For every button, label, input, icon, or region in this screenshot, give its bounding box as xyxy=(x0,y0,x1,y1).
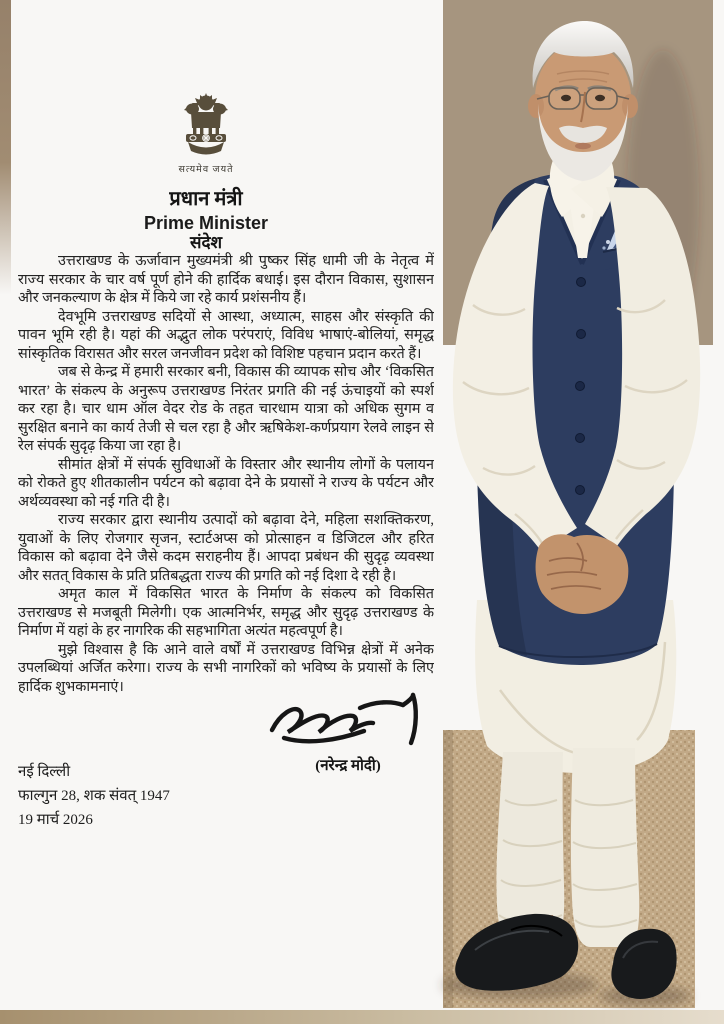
message-body xyxy=(18,252,434,698)
letterhead xyxy=(20,90,392,234)
left-edge-strip xyxy=(0,0,11,295)
dateline-gregorian-date: 19 मार्च 2026 xyxy=(18,812,93,828)
message-paragraph: अमृत काल में विकसित भारत के निर्माण के संकल्प को विकसित उत्तराखण्ड से मजबूती मिलेगी। एक आत्मनिर्भर, समृद्ध और सुदृढ़ उत्तराखण्ड के निर्माण में यहां के हर नागरिक की सहभागिता अत्यंत महत्वपूर्ण है। xyxy=(18,586,434,639)
message-paragraph: सीमांत क्षेत्रों में संपर्क सुविधाओं के विस्तार और स्थानीय लोगों के पलायन को रोकते हुए शीतकालीन पर्यटन को बढ़ावा देने के प्रयासों ने राज्य के पर्यटन और अर्थव्यवस्था को नई गति दी है। xyxy=(18,456,434,510)
emblem-motto: सत्यमेव जयते xyxy=(178,165,234,175)
message-paragraph: जब से केन्द्र में हमारी सरकार बनी, विकास की व्यापक सोच और ‘विकसित भारत’ के संकल्प के अनुरूप उत्तराखण्ड निरंतर प्रगति की नई ऊंचाइयों को स्पर्श कर रहा है। चार धाम ऑल वेदर रोड के तहत चारधाम यात्रा को अधिक सुगम व सुरक्षित बनाने का कार्य तेजी से चल रहा है और ऋषिकेश-कर्णप्रयाग रेलवे लाइन से रेल संपर्क सुदृढ़ किया जा रहा है। xyxy=(18,364,434,454)
message-heading: संदेश xyxy=(189,233,223,252)
pm-photo xyxy=(415,0,724,1010)
dateline-place: नई दिल्ली xyxy=(18,764,71,780)
message-paragraph: मुझे विश्वास है कि आने वाले वर्षों में उत्तराखण्ड विभिन्न क्षेत्रों में अनेक उपलब्धियां अर्जित करेगा। राज्य के सभी नागरिकों को भविष्य के प्रयासों के लिए हार्दिक शुभकामनाएं। xyxy=(18,641,434,695)
pm-title-english: Prime Minister xyxy=(143,213,269,233)
dateline xyxy=(18,760,170,832)
bottom-floor-band xyxy=(0,1010,724,1024)
message-paragraph: राज्य सरकार द्वारा स्थानीय उत्पादों को बढ़ावा देने, महिला सशक्तिकरण, युवाओं के लिए रोजगार सृजन, स्टार्टअप्स को प्रोत्साहन व डिजिटल और हरित विकास को बढ़ावा देने जैसे कदम सराहनीय हैं। आपदा प्रबंधन की सुदृढ़ व्यवस्था और सतत् विकास के प्रति प्रतिबद्धता राज्य की प्रगति को नई दिशा दे रही है। xyxy=(18,512,434,584)
national-emblem-icon xyxy=(179,90,233,161)
pm-title-hindi: प्रधान मंत्री xyxy=(169,188,243,210)
message-paragraph: देवभूमि उत्तराखण्ड सदियों से आस्था, अध्यात्म, साहस और संस्कृति की पावन भूमि रही है। यहां की अद्भुत लोक परंपराएं, विविध भाषाएं-बोलियां, समृद्ध सांस्कृतिक विरासत और सरल जनजीवन प्रदेश को विशिष्ट पहचान प्रदान करते हैं। xyxy=(18,308,434,362)
signature-block xyxy=(256,690,440,775)
message-paragraph: उत्तराखण्ड के ऊर्जावान मुख्यमंत्री श्री पुष्कर सिंह धामी जी के नेतृत्व में राज्य सरकार के चार वर्ष पूर्ण होने की हार्दिक बधाई। इस दौरान विकास, सुशासन और जनकल्याण के क्षेत्र में किये जा रहे कार्य प्रशंसनीय हैं। xyxy=(18,253,434,306)
dateline-saka-date: फाल्गुन 28, शक संवत् 1947 xyxy=(18,788,170,804)
signatory-name: (नरेन्द्र मोदी) xyxy=(315,758,381,774)
signature-scrawl xyxy=(262,690,434,750)
